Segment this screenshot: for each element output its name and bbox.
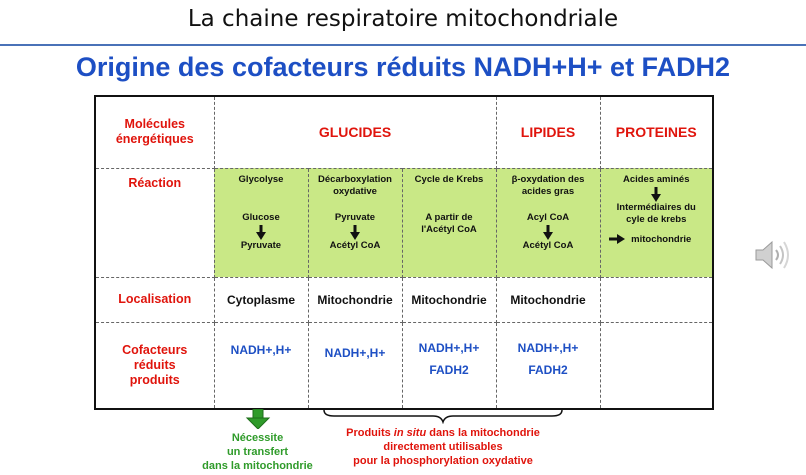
reaction-name: Glycolyse	[238, 173, 284, 185]
title-divider	[0, 44, 806, 46]
cofacteur-krebs: NADH+,H+ FADH2	[402, 322, 496, 409]
note-transfert: Nécessite un transfert dans la mitochondrie	[202, 432, 313, 472]
arrow-mitochondrie: mitochondrie	[603, 234, 711, 246]
arrow-down-icon	[350, 225, 360, 240]
cofacteur-beta: NADH+,H+ FADH2	[496, 322, 600, 409]
localisation-cell: Mitochondrie	[402, 277, 496, 322]
cofacteur-proteines	[600, 322, 713, 409]
reaction-to: Acétyl CoA	[329, 239, 381, 251]
cofactor-table	[94, 95, 714, 410]
row-label-reaction: Réaction	[95, 168, 214, 277]
localisation-cell: Cytoplasme	[214, 277, 308, 322]
table-row-cofacteurs	[95, 322, 713, 409]
group-glucides: GLUCIDES	[214, 96, 496, 168]
reaction-name: Cycle de Krebs	[414, 173, 484, 185]
table-row-molecules	[95, 96, 713, 168]
arrow-right-icon	[609, 234, 625, 244]
reaction-name: Décarboxylation oxydative	[318, 173, 392, 197]
reaction-decarboxylation	[308, 168, 402, 277]
group-proteines: PROTEINES	[600, 96, 713, 168]
cofacteur-glycolyse: NADH+,H+	[214, 322, 308, 409]
arrow-down-icon	[543, 225, 553, 240]
table-row-localisation	[95, 277, 713, 322]
slide-subtitle: Origine des cofacteurs réduits NADH+H+ et FADH2	[75, 52, 731, 82]
localisation-cell: Mitochondrie	[308, 277, 402, 322]
table-row-reaction	[95, 168, 713, 277]
reaction-detail: A partir de l'Acétyl CoA	[421, 211, 477, 235]
speaker-icon[interactable]	[754, 238, 792, 272]
reaction-beta-oxydation	[496, 168, 600, 277]
row-label-localisation: Localisation	[95, 277, 214, 322]
localisation-cell	[600, 277, 713, 322]
reaction-detail: Intermédiaires du cyle de krebs	[616, 201, 696, 225]
note-in-situ: Produits in situ dans la mitochondrie directement utilisables pour la phosphorylation oxydative	[346, 427, 540, 467]
cofacteur-decarboxylation: NADH+,H+	[308, 322, 402, 409]
row-label-molecules: Molécules énergétiques	[95, 96, 214, 168]
reaction-proteines	[600, 168, 713, 277]
group-lipides: LIPIDES	[496, 96, 600, 168]
reaction-name: β-oxydation des acides gras	[511, 173, 585, 197]
green-arrow-down-icon	[245, 409, 271, 429]
localisation-cell: Mitochondrie	[496, 277, 600, 322]
reaction-from: Acyl CoA	[526, 211, 570, 223]
arrow-down-icon	[651, 187, 661, 202]
reaction-to: Acétyl CoA	[522, 239, 574, 251]
curly-brace-icon	[322, 408, 564, 424]
row-label-cofacteurs: Cofacteurs réduits produits	[95, 322, 214, 409]
reaction-from: Glucose	[242, 211, 280, 223]
reaction-to: Pyruvate	[240, 239, 282, 251]
reaction-glycolyse	[214, 168, 308, 277]
reaction-name: Acides aminés	[622, 173, 690, 185]
reaction-krebs	[402, 168, 496, 277]
reaction-from: Pyruvate	[334, 211, 376, 223]
arrow-down-icon	[256, 225, 266, 240]
slide-title: La chaine respiratoire mitochondriale	[187, 6, 619, 32]
